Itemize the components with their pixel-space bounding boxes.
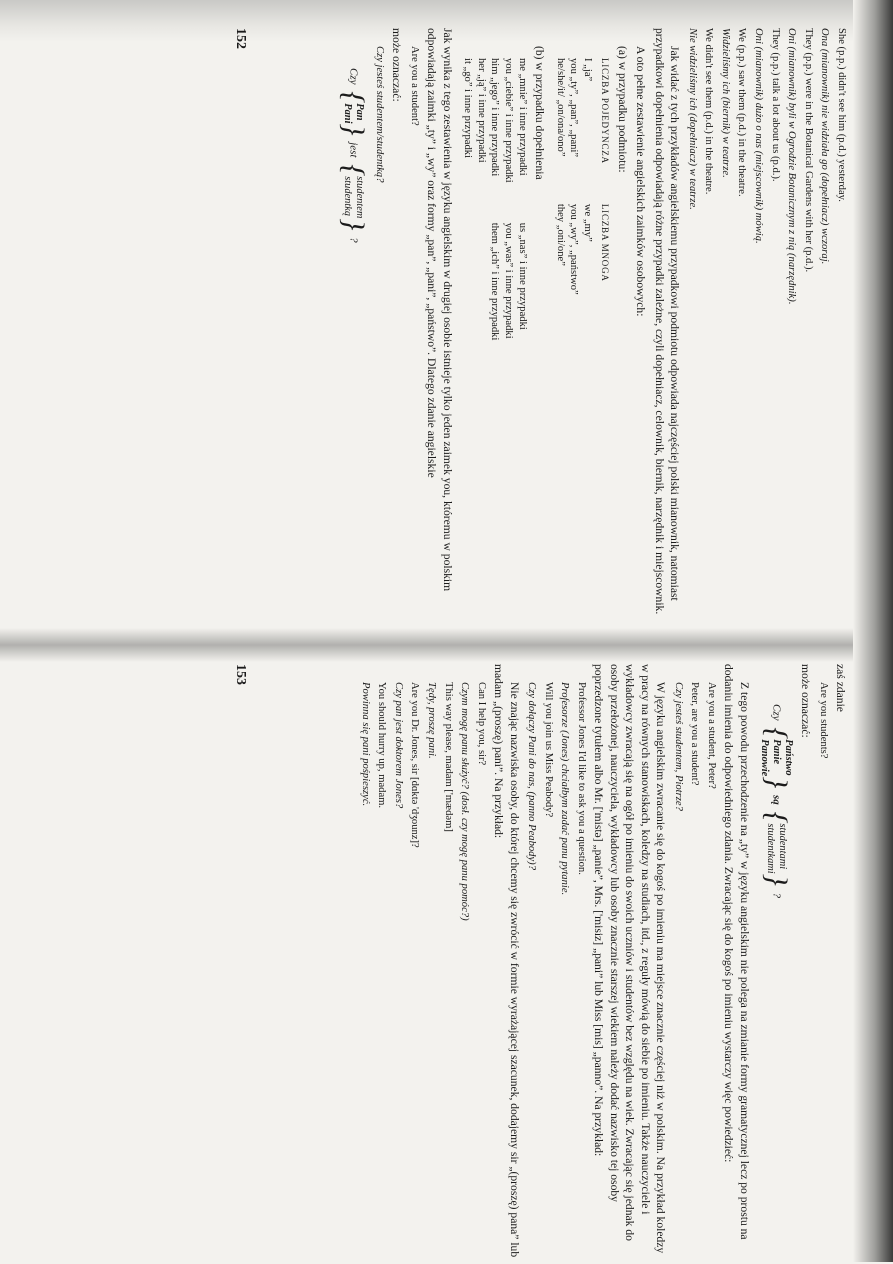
example-pl: Ona (mianownik) nie widziała go (dopełniacz) wczoraj. [819,28,831,265]
example-pl: Oni (mianownik) dużo o nas (miejscownik) mówią. [753,28,765,244]
table-cell: they „oni/one” [554,203,566,266]
table-cell: her „ją” i inne przypadki [475,58,487,163]
column-header: LICZBA POJEDYNCZA [600,58,611,164]
table-cell: you „wy”, „państwo” [568,203,580,295]
brace-group [758,727,794,788]
subheading-b: (b) w przypadku dopełnienia [533,46,547,180]
brace-suffix: ? [770,892,783,898]
question-example: Are you students? [817,682,829,759]
brace-option: Pani [342,103,354,124]
brace-option: Państwo [782,739,794,776]
right-brace-icon: } [759,873,793,886]
example-pl: Czy dołączy Pani do nas, (panno Peabody)? [526,682,538,871]
left-brace-icon: { [759,811,793,824]
brace-suffix: ? [347,237,360,243]
scan-right-edge [853,0,893,1262]
page-153 [233,664,848,1264]
brace-group [761,811,791,885]
brace-option: studentem [354,176,366,219]
example-en: We (p.p.) saw them (p.d.) in the theatre. [736,28,748,197]
brace-prefix: Czy [347,68,360,85]
intro-examples [685,28,848,628]
paragraph: Jak wynika z tego zestawienia w języku angielskim w drugiej osobie istnieje tylko jeden zaimek you, któremu w polskim odpowiadają zaimki „ty” i „wy” oraz formy „pan”, „pani”, „państwo”. Dlatego zdanie angielskie [425,28,454,592]
object-pronouns-table [461,58,529,628]
meaning-label: może oznaczać: [799,664,812,738]
table-cell: me „mnie” i inne przypadki [516,58,528,176]
example-pl: Profesorze (Jones) chciałbym zadać panu pytanie. [559,682,571,896]
paragraph: W języku angielskim zwracanie się do kogoś po imieniu ma miejsce znacznie częściej niż w polskim. Na przykład koledzy w pracy na równych stanowiskach, koledzy na studiach, itd., z reguły mówią do siebie po imieniu. Także nauczyciele i wykładowcy zwracają się na ogół po imieniu do swoich uczniów i studentów bez względu na wiek. Zwracając się jednak do osoby przełożonej, nauczyciela, wykładowcy lub osoby znacznie starszej wiekiem należy dodać nazwisko tej osoby poprzedzone tytułem albo Mr. ['mistə] „panie”, Mrs. ['misiz] „pani” lub Miss [mis] „panno”. Na przykład: [592,664,667,1254]
brace-translation [337,68,371,628]
right-brace-icon: } [759,776,793,789]
paragraph: zaś zdanie [834,664,847,712]
meaning-label: może oznaczać: [390,28,404,102]
brace-option: Panowie [758,739,770,777]
table-cell: I „ja” [581,58,593,82]
table-cell: him „jego” i inne przypadki [489,58,501,177]
example-pl: Czy jesteś studentem, Piotrze? [672,682,684,811]
example-en: Are you Dr. Jones, sir [dɑktə 'dʒounz]? [409,682,421,848]
table-cell: he/she/it/ „on/ona/ono” [554,58,566,157]
example-en: They (p.p.) were in the Botanical Gardens with her (p.d.). [802,28,814,273]
page-number: 153 [233,664,248,685]
brace-option: studentami [776,823,788,870]
column-singular [553,58,611,164]
brace-mid: są [770,794,783,805]
paragraph: Nie znając nazwiska osoby, do której chcemy się zwrócić w formie wyrażającej szacunek, dodajemy sir „(proszę) pana” lub madam „(proszę) pani”. Na przykład: [492,664,521,1258]
column-header: LICZBA MNOGA [600,203,611,282]
example-pl: Powinna się pani pośpieszyć. [359,682,371,807]
table-cell: you „ty”, „pan”, „pani” [568,58,580,158]
right-brace-icon: } [337,123,371,136]
subheading-a: (a) w przypadku podmiotu: [615,46,629,173]
page-152 [233,28,848,628]
translation: Czy jesteś studentem/studentką? [373,46,385,183]
left-brace-icon: { [759,727,793,740]
left-brace-icon: { [337,164,371,177]
example-pl: Tędy, proszę pani. [426,682,437,759]
brace-translation [758,704,794,1264]
paragraph: Z tego powodu przechodzenie na „ty” w języku angielskim nie polega na zmianie formy gramatycznej lecz po prostu na dodaniu imienia do odpowiedniego zdania. Zwracając się do kogoś po imieniu wystarczy więc powiedzieć: [722,664,751,1240]
example-en: Can I help you, sir? [475,682,487,766]
right-brace-icon: } [337,218,371,231]
brace-mid: jest [347,142,360,158]
example-en: You should hurry up, madam. [376,682,388,809]
brace-option: studentką [342,176,354,217]
example-en: Professor Jones I'd like to ask you a question. [575,682,587,875]
example-pl: Widzieliśmy ich (biernik) w teatrze. [719,28,731,178]
brace-prefix: Czy [770,704,783,721]
example-en: They (p.p.) talk a lot about us (p.d.). [769,28,781,182]
table-cell: it „go” i inne przypadki [462,58,474,159]
brace-option: studentkami [764,823,776,874]
left-brace-icon: { [337,91,371,104]
table-cell: them „ich” i inne przypadki [489,222,501,341]
column-singular [461,58,529,183]
example-en: Will you join us Miss Peabody? [542,682,554,818]
example-en: We didn't see them (p.d.) in the theatre. [703,28,715,195]
table-cell: we „my” [581,203,593,242]
page-number: 152 [233,28,248,49]
example-pl: Oni (mianownik) byli w Ogrodzie Botanicznym z nią (narzędnik). [786,28,798,305]
brace-group [337,91,371,136]
table-cell: you „was” i inne przypadki [503,222,515,339]
example-en: Peter, are you a student? [689,682,701,786]
table-cell: you „ciebie” i inne przypadki [503,58,515,183]
question-example: Are you a student? [408,46,420,126]
example-pl: Czy pan jest doktorem Jones? [392,682,404,809]
example-en: Are you a student, Peter? [705,682,717,789]
example-pl: Nie widzieliśmy ich (dopełniacz) w teatrze. [686,28,698,210]
table-cell: us „nas” i inne przypadki [516,222,528,330]
column-plural [461,223,529,341]
example-en: She (p.p.) didn't see him (p.d.) yesterday. [836,28,847,202]
example-pl: Czym mogę panu służyć? (dosł. czy mogę panu pomóc?) [459,682,471,921]
paragraph: A oto pełne zestawienie angielskich zaimków osobowych: [634,46,648,317]
column-plural [553,204,611,295]
subject-pronouns-table [553,58,611,628]
book-gutter [0,628,893,662]
brace-group [337,164,371,231]
brace-option: Panie [770,739,782,765]
example-en: This way please, madam ['mædəm] [442,682,454,832]
paragraph: Jak widać z tych przykładów angielskiemu przypadkowi podmiotu odpowiada najczęściej polski mianownik, natomiast przypadkowi dopełnienia odpowiadają różne przypadki zależne, czyli dopełniacz, celownik, biernik, narzędnik i miejscownik. [652,28,682,615]
brace-option: Pan [354,103,366,121]
